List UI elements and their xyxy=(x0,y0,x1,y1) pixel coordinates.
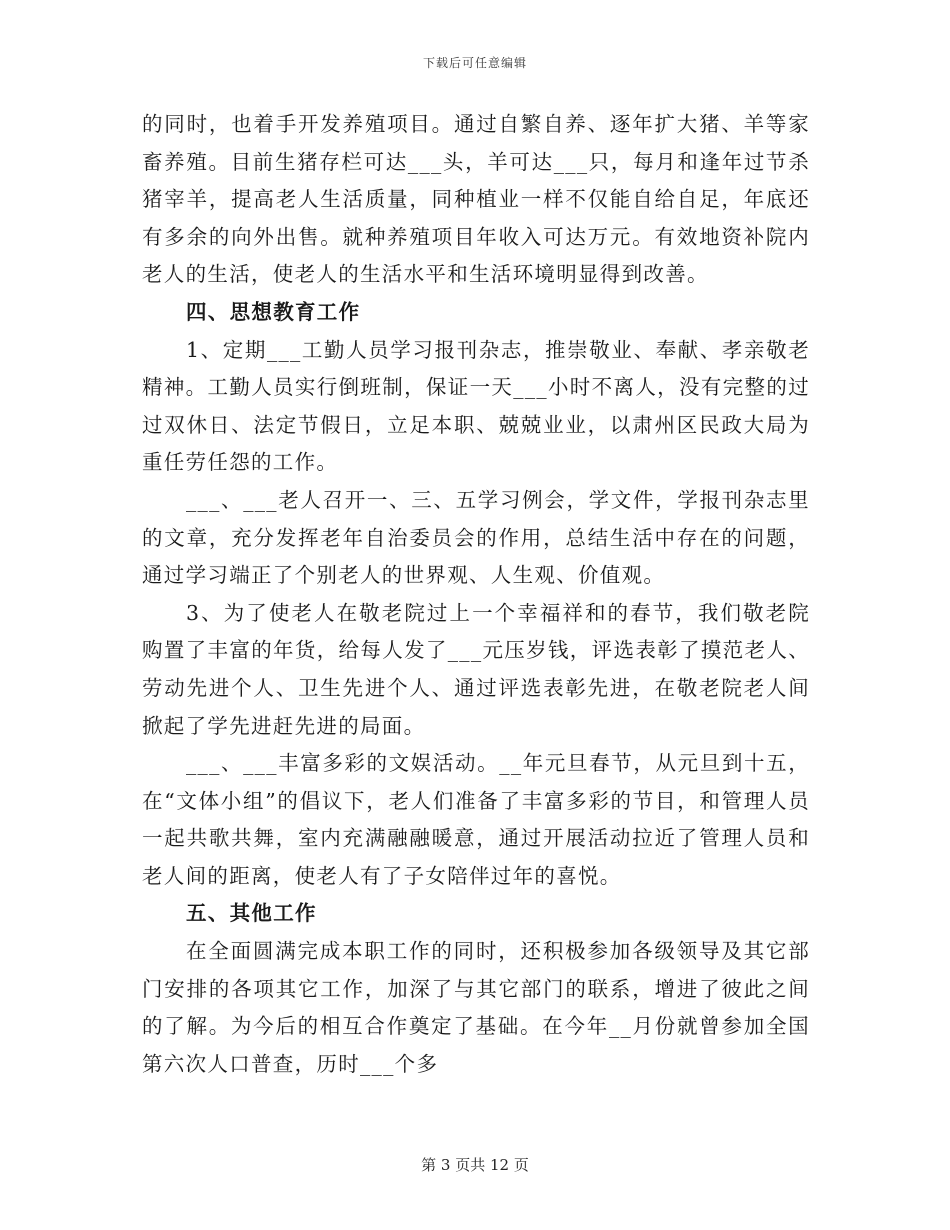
paragraph-livestock-continued: 的同时，也着手开发养殖项目。通过自繁自养、逐年扩大猪、羊等家畜养殖。目前生猪存栏可达___头，羊可达___只，每月和逢年过节杀猪宰羊，提高老人生活质量，同种植业一样不仅能自给自足，年底还有多余的向外出售。就种养殖项目年收入可达万元。有效地资补院内老人的生活，使老人的生活水平和生活环境明显得到改善。 xyxy=(142,112,810,287)
section-heading-other-work: 五、其他工作 xyxy=(186,901,317,926)
paragraph-staff-study: 1、定期___工勤人员学习报刊杂志，推崇敬业、奉献、孝亲敬老精神。工勤人员实行倒班制，保证一天___小时不离人，没有完整的过过双休日、法定节假日，立足本职、兢兢业业，以肃州区民政大局为重任劳任怨的工作。 xyxy=(142,337,810,475)
page-number: 第 3 页共 12 页 xyxy=(421,1156,529,1174)
section-heading-ideological-education: 四、思想教育工作 xyxy=(186,299,361,324)
paragraph-other-work: 在全面圆满完成本职工作的同时，还积极参加各级领导及其它部门安排的各项其它工作，加深了与其它部门的联系，增进了彼此之间的了解。为今后的相互合作奠定了基础。在今年__月份就曾参加全国第六次人口普查，历时___个多 xyxy=(142,939,810,1076)
paragraph-spring-festival: 3、为了使老人在敬老院过上一个幸福祥和的春节，我们敬老院购置了丰富的年货，给每人发了___元压岁钱，评选表彰了摸范老人、劳动先进个人、卫生先进个人、通过评选表彰先进，在敬老院老人间掀起了学先进赶先进的局面。 xyxy=(142,600,810,738)
page-header: 下载后可任意编辑 xyxy=(422,56,527,70)
paragraph-cultural-activities: ___、___丰富多彩的文娱活动。__年元旦春节，从元旦到十五，在“文体小组”的倡议下，老人们准备了丰富多彩的节目，和管理人员一起共歌共舞，室内充满融融暖意，通过开展活动拉近了管理人员和老人间的距离，使老人有了子女陪伴过年的喜悦。 xyxy=(142,751,810,888)
paragraph-elder-meetings: ___、___老人召开一、三、五学习例会，学文件，学报刊杂志里的文章，充分发挥老年自治委员会的作用，总结生活中存在的问题，通过学习端正了个别老人的世界观、人生观、价值观。 xyxy=(142,487,810,588)
document-body xyxy=(142,106,810,1083)
